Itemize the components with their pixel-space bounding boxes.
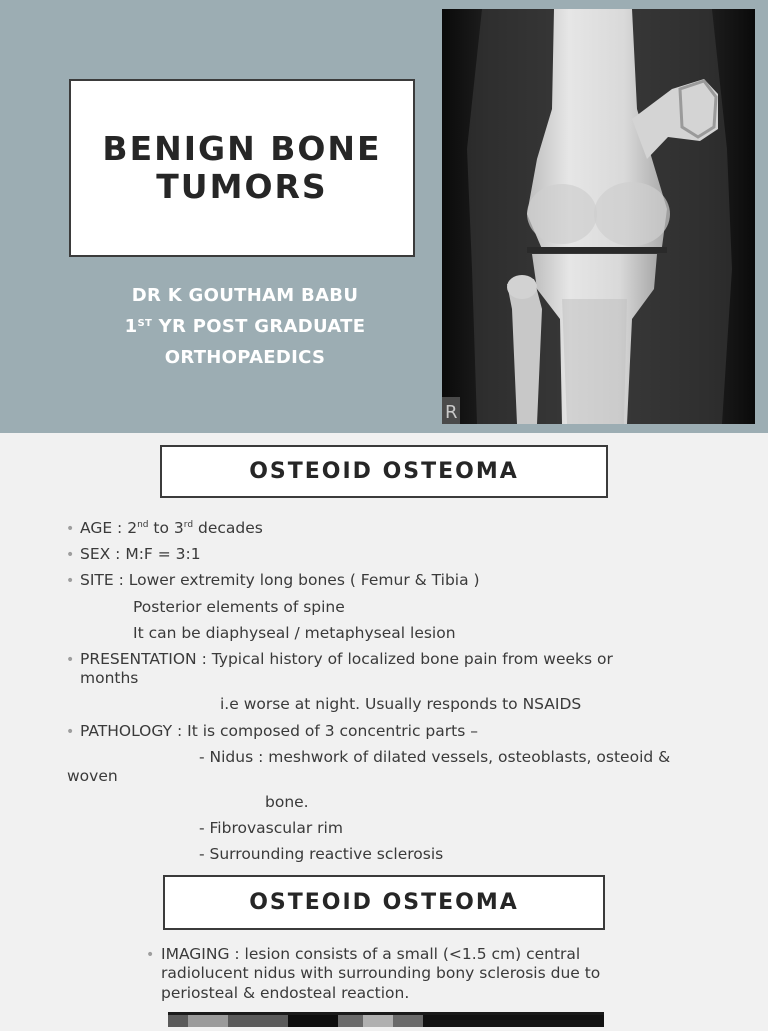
xray-marker: R xyxy=(445,402,458,423)
site-line-3: It can be diaphyseal / metaphyseal lesion xyxy=(133,624,456,642)
bullet-dot: • xyxy=(66,573,75,589)
age-text-a: AGE : 2 xyxy=(80,519,138,537)
section-header-osteoid-osteoma-2: OSTEOID OSTEOMA xyxy=(163,875,605,930)
pathology-line-2: - Nidus : meshwork of dilated vessels, osteoblasts, osteoid & xyxy=(199,748,671,766)
imaging-line-3: periosteal & endosteal reaction. xyxy=(161,984,410,1002)
pathology-line-6: - Surrounding reactive sclerosis xyxy=(199,845,444,863)
imaging-line-2: radiolucent nidus with surrounding bony sclerosis due to xyxy=(161,964,601,982)
bullet-dot: • xyxy=(66,724,75,740)
site-line-2: Posterior elements of spine xyxy=(133,598,345,616)
presentation-line-3: i.e worse at night. Usually responds to NSAIDS xyxy=(220,695,582,713)
author-block xyxy=(70,280,420,373)
author-name: DR K GOUTHAM BABU xyxy=(131,285,359,306)
bullet-age xyxy=(80,519,263,537)
bullet-pathology: PATHOLOGY : It is composed of 3 concentric parts – xyxy=(80,722,478,740)
bullet-dot: • xyxy=(66,652,75,668)
bullet-imaging: IMAGING : lesion consists of a small (<1.5 cm) central xyxy=(161,945,581,963)
title-line-1: BENIGN BONE xyxy=(102,129,382,168)
bullet-site: SITE : Lower extremity long bones ( Femur & Tibia ) xyxy=(80,571,480,589)
pathology-line-5: - Fibrovascular rim xyxy=(199,819,343,837)
age-text-c: decades xyxy=(193,519,263,537)
author-role xyxy=(70,311,420,342)
knee-xray-image xyxy=(442,9,755,424)
pathology-line-3: woven xyxy=(67,767,118,785)
bullet-dot: • xyxy=(66,521,75,537)
pathology-line-4: bone. xyxy=(265,793,309,811)
bullet-presentation: PRESENTATION : Typical history of localized bone pain from weeks or xyxy=(80,650,613,668)
bullet-dot: • xyxy=(146,947,155,963)
age-sup-2: rd xyxy=(183,520,194,530)
author-role-prefix: 1 xyxy=(124,316,138,337)
title-line-2: TUMORS xyxy=(156,167,328,206)
title-slide xyxy=(0,0,768,433)
author-role-sup: ST xyxy=(137,318,153,329)
author-dept: ORTHOPAEDICS xyxy=(164,347,326,368)
bullet-sex: SEX : M:F = 3:1 xyxy=(80,545,201,563)
presentation-line-2: months xyxy=(80,669,139,687)
age-sup-1: nd xyxy=(137,520,149,530)
bullet-dot: • xyxy=(66,547,75,563)
age-text-b: to 3 xyxy=(148,519,184,537)
title-box xyxy=(69,79,415,257)
author-role-rest: YR POST GRADUATE xyxy=(152,316,366,337)
imaging-xray-strip xyxy=(168,1012,604,1024)
section-header-osteoid-osteoma: OSTEOID OSTEOMA xyxy=(160,445,608,498)
